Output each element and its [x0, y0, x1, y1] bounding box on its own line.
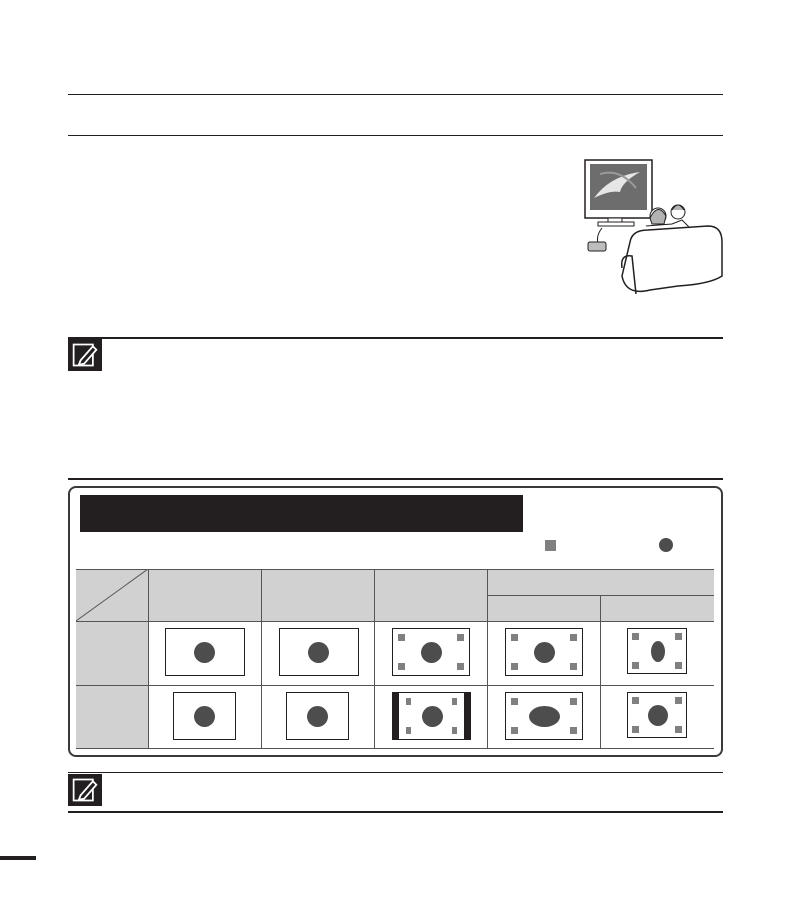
- note-icon: [68, 774, 102, 806]
- square-marker-icon: [632, 726, 639, 733]
- square-marker-icon: [632, 633, 639, 640]
- grid-line: [374, 569, 375, 749]
- square-marker-icon: [406, 727, 411, 734]
- screen-standard-r2c2: [286, 692, 349, 740]
- square-marker-icon: [511, 663, 518, 670]
- square-marker-icon: [406, 698, 411, 705]
- square-marker-icon: [452, 727, 457, 734]
- top-rule: [68, 94, 723, 95]
- grid-line: [76, 748, 714, 749]
- grid-line: [148, 569, 149, 749]
- tv-viewing-icon: [580, 158, 725, 300]
- circle-marker-icon: [648, 705, 668, 726]
- corner-diagonal: [76, 569, 148, 621]
- note-rule-2: [68, 772, 723, 773]
- screen-standard-r2c1: [173, 692, 236, 740]
- screen-wide-r1c2: [279, 628, 359, 676]
- circle-marker-icon: [534, 642, 555, 663]
- grid-line: [600, 595, 601, 749]
- square-marker-icon: [632, 662, 639, 669]
- circle-marker-icon: [651, 641, 665, 662]
- note-rule-1: [68, 337, 723, 339]
- row-label-1: [76, 621, 148, 685]
- square-marker-icon: [511, 727, 518, 734]
- aspect-ratio-table: [76, 569, 714, 749]
- screen-wide-r1c3: [392, 628, 470, 676]
- square-marker-icon: [398, 663, 405, 670]
- second-rule: [68, 135, 723, 136]
- note-icon: [68, 339, 102, 371]
- bottom-rule: [68, 811, 723, 813]
- section-rule: [68, 478, 723, 480]
- square-marker-icon: [632, 697, 639, 704]
- square-marker-icon: [675, 697, 682, 704]
- grid-line: [261, 569, 262, 749]
- circle-marker-icon: [421, 642, 442, 663]
- row-label-2: [76, 685, 148, 749]
- screen-standard-r2c5: [627, 692, 687, 738]
- grid-line: [76, 685, 714, 686]
- grid-line: [76, 621, 714, 622]
- tv-viewing-illustration: [580, 158, 725, 300]
- grid-line: [487, 569, 488, 749]
- screen-standard-r1c5: [627, 628, 687, 674]
- square-marker-icon: [457, 663, 464, 670]
- square-marker-icon: [675, 633, 682, 640]
- grid-line: [76, 569, 714, 570]
- square-marker-icon: [675, 726, 682, 733]
- square-marker-icon: [570, 727, 577, 734]
- circle-marker-icon: [308, 642, 329, 663]
- square-marker-icon: [675, 662, 682, 669]
- pillarbox-bar: [393, 693, 399, 739]
- square-marker-icon: [545, 540, 556, 551]
- square-marker-icon: [570, 634, 577, 641]
- circle-marker-icon: [529, 706, 560, 727]
- square-marker-icon: [570, 663, 577, 670]
- circle-marker-icon: [307, 706, 328, 727]
- screen-pillarbox-r2c3: [392, 692, 471, 740]
- circle-marker-icon: [194, 642, 215, 663]
- page-tab-marker: [0, 856, 36, 860]
- screen-wide-r1c1: [165, 628, 245, 676]
- square-marker-icon: [511, 634, 518, 641]
- screen-wide-r1c4: [505, 628, 583, 676]
- circle-marker-icon: [194, 706, 215, 727]
- square-marker-icon: [452, 698, 457, 705]
- pillarbox-bar: [464, 693, 470, 739]
- panel-header-bar: [80, 495, 523, 532]
- square-marker-icon: [511, 698, 518, 705]
- square-marker-icon: [570, 698, 577, 705]
- circle-marker-icon: [659, 538, 673, 552]
- screen-stretched-r2c4: [505, 692, 583, 740]
- square-marker-icon: [398, 634, 405, 641]
- circle-marker-icon: [422, 706, 443, 727]
- square-marker-icon: [457, 634, 464, 641]
